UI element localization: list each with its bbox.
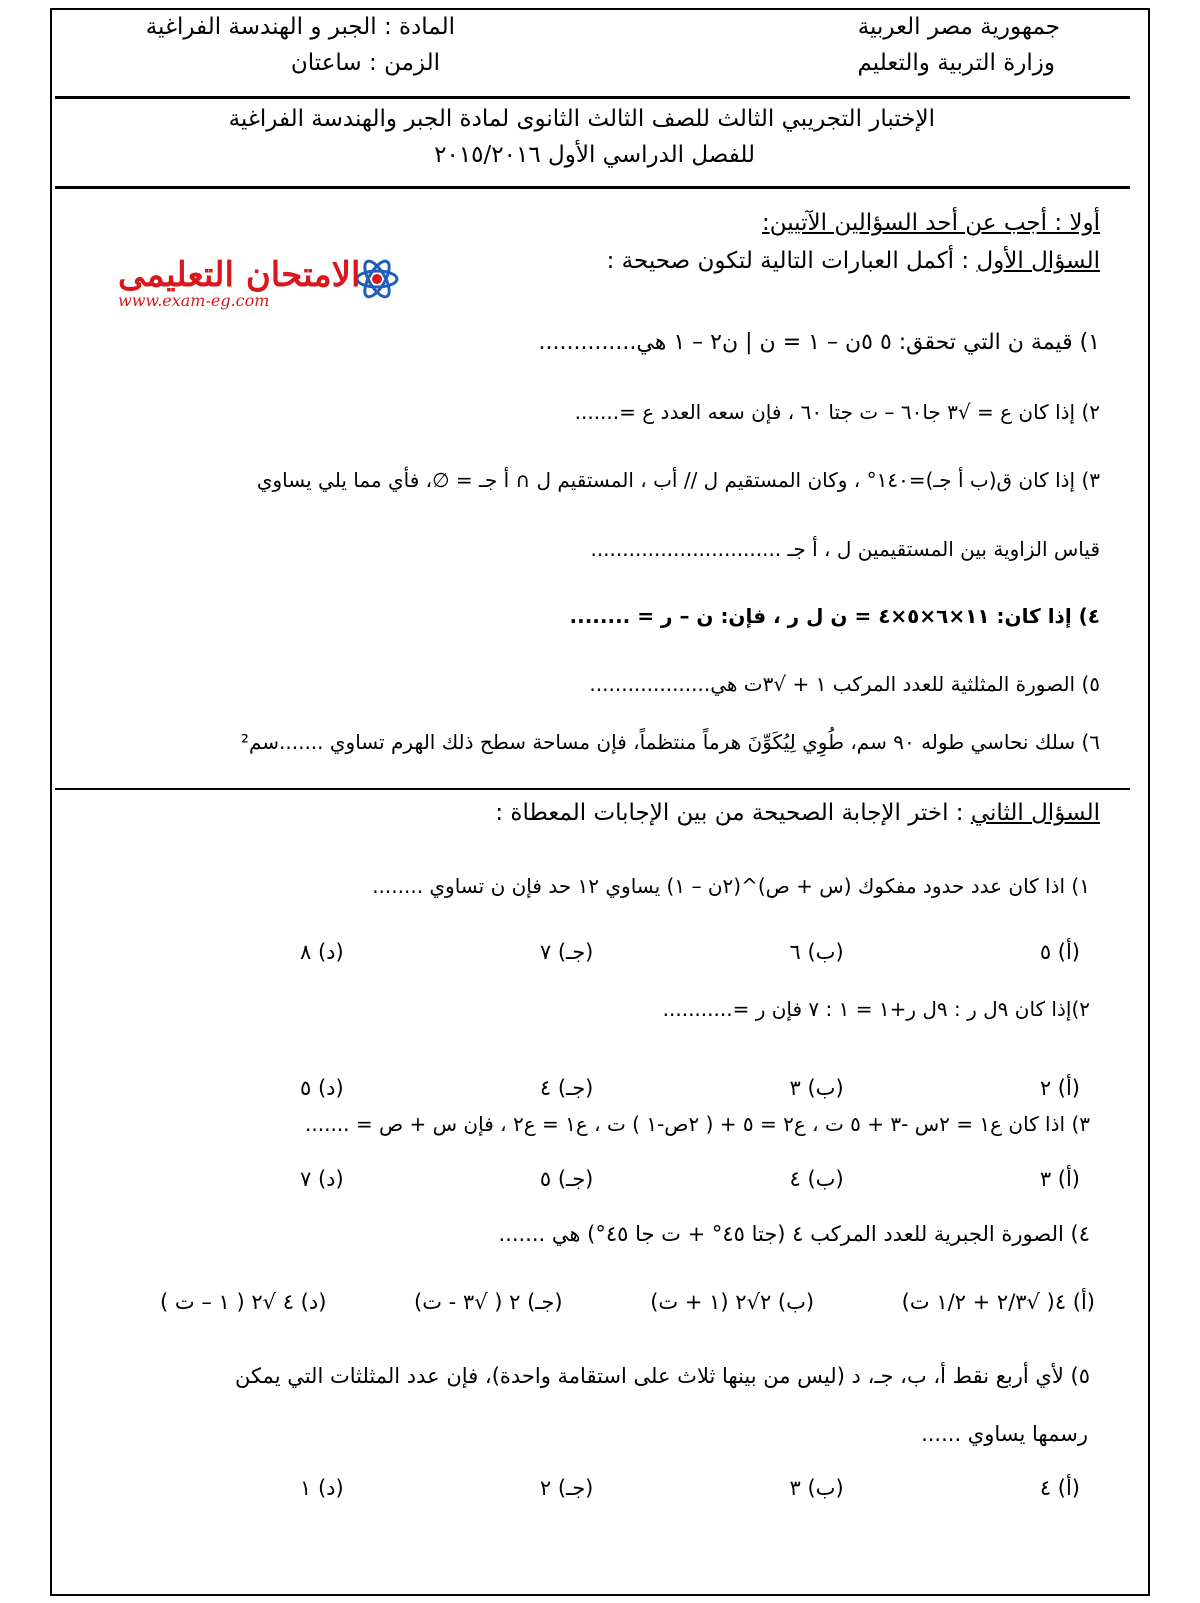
part2-q4: ٤) الصورة الجبرية للعدد المركب ٤ (جتا ٤٥° + ت جا ٤٥°) هي ....... <box>498 1222 1090 1246</box>
part2-q3: ٣) اذا كان ع١ = ٢س -٣ + ٥ ت ، ع٢ = ٥ + ( ٢ص-١ ) ت ، ع١ = ع٢ ، فإن س + ص = ....... <box>305 1112 1090 1136</box>
option-b: (ب) ٦ <box>789 940 844 964</box>
option-b: (ب) ٣ <box>789 1076 844 1100</box>
option-d: (د) ١ <box>300 1476 344 1500</box>
site-logo <box>110 255 400 315</box>
option-c: (جـ) ٢ <box>539 1476 594 1500</box>
q1-label: السؤال الأول <box>976 248 1100 274</box>
exam-term: للفصل الدراسي الأول ٢٠١٥/٢٠١٦ <box>434 142 755 168</box>
part2-q1: ١) اذا كان عدد حدود مفكوك (س + ص)^(٢ن – ١) يساوي ١٢ حد فإن ن تساوي ........ <box>372 874 1090 898</box>
divider <box>55 186 1130 189</box>
q2-instruction: : اختر الإجابة الصحيحة من بين الإجابات المعطاة : <box>495 800 964 826</box>
option-c: (جـ) ٧ <box>539 940 594 964</box>
divider <box>55 788 1130 790</box>
part1-item-5: ٥) الصورة المثلثية للعدد المركب ١ + ‎√٣‎ت هي................... <box>589 672 1100 696</box>
logo-text: الامتحان التعليمى <box>118 255 361 295</box>
part1-heading: أولا : أجب عن أحد السؤالين الآتيين: <box>761 210 1100 236</box>
option-b: (ب) ٣ <box>789 1476 844 1500</box>
part2-q3-options <box>300 1167 1080 1191</box>
option-d: (د) ٤ ‎√٢‎ ( ١ – ت ) <box>160 1290 327 1314</box>
option-b: (ب) ٢‎√٢‎ (١ + ت) <box>650 1290 815 1314</box>
header-ministry: وزارة التربية والتعليم <box>857 50 1055 76</box>
part2-q5-cont: رسمها يساوي ...... <box>921 1422 1088 1446</box>
part1-item-3-cont: قياس الزاوية بين المستقيمين ل ، أ جـ .............................. <box>590 537 1100 561</box>
part1-item-3: ٣) إذا كان ق(ب أ جـ)=١٤٠° ، وكان المستقيم ل // أب ، المستقيم ل ∩ أ جـ = ∅، فأي مما يلي يساوي <box>256 468 1100 492</box>
part1-item-1: ١) قيمة ن التي تحقق: ٥ ٥ن – ١ = ن | ن٢ – ١ هي.............. <box>538 330 1100 355</box>
part2-q2-options <box>300 1076 1080 1100</box>
q2-heading <box>495 800 1100 828</box>
part1-item-6: ٦) سلك نحاسي طوله ٩٠ سم، طُوِي لِيُكَوِّنَ هرماً منتظماً، فإن مساحة سطح ذلك الهرم تساوي .......سم² <box>240 730 1100 754</box>
divider <box>55 96 1130 99</box>
header-subject: المادة : الجبر و الهندسة الفراغية <box>145 14 455 40</box>
option-c: (جـ) ٤ <box>539 1076 594 1100</box>
option-d: (د) ٧ <box>300 1167 344 1191</box>
atom-icon <box>355 257 399 301</box>
option-b: (ب) ٤ <box>789 1167 844 1191</box>
header-country: جمهورية مصر العربية <box>857 14 1060 40</box>
option-a: (أ) ٣ <box>1039 1167 1080 1191</box>
option-a: (أ) ٤( ‎√٣‎/٢ + ١/٢ ت) <box>901 1290 1095 1314</box>
part2-q5: ٥) لأي أربع نقط أ، ب، جـ، د (ليس من بينها ثلاث على استقامة واحدة)، فإن عدد المثلثات التي يمكن <box>234 1364 1090 1388</box>
option-a: (أ) ٤ <box>1039 1476 1080 1500</box>
exam-title: الإختبار التجريبي الثالث للصف الثالث الثانوى لمادة الجبر والهندسة الفراغية <box>228 106 935 132</box>
part2-q4-options <box>160 1290 1095 1314</box>
option-a: (أ) ٥ <box>1039 940 1080 964</box>
option-c: (جـ) ٢ ( ‎√٣‎ - ت) <box>414 1290 563 1314</box>
part2-q2: ٢)إذا كان ٩ل ر : ٩ل ر+١ = ١ : ٧ فإن ر =........... <box>662 997 1090 1021</box>
option-a: (أ) ٢ <box>1039 1076 1080 1100</box>
part1-item-4: ٤) إذا كان: ١١×٦×٥×٤ = ن ل ر ، فإن: ن – ر = ........ <box>569 604 1100 628</box>
option-d: (د) ٨ <box>300 940 344 964</box>
part2-q5-options <box>300 1476 1080 1500</box>
part1-item-2: ٢) إذا كان ع = ‎√٣‎ جا٦٠ – ت جتا ٦٠ ، فإن سعه العدد ع =....... <box>574 400 1100 424</box>
q2-label: السؤال الثاني <box>970 800 1100 826</box>
part2-q1-options <box>300 940 1080 964</box>
logo-url: www.exam-eg.com <box>118 291 270 310</box>
option-d: (د) ٥ <box>300 1076 344 1100</box>
q1-instruction: : أكمل العبارات التالية لتكون صحيحة : <box>606 248 970 274</box>
option-c: (جـ) ٥ <box>539 1167 594 1191</box>
header-duration: الزمن : ساعتان <box>290 50 440 76</box>
q1-heading <box>607 248 1100 276</box>
